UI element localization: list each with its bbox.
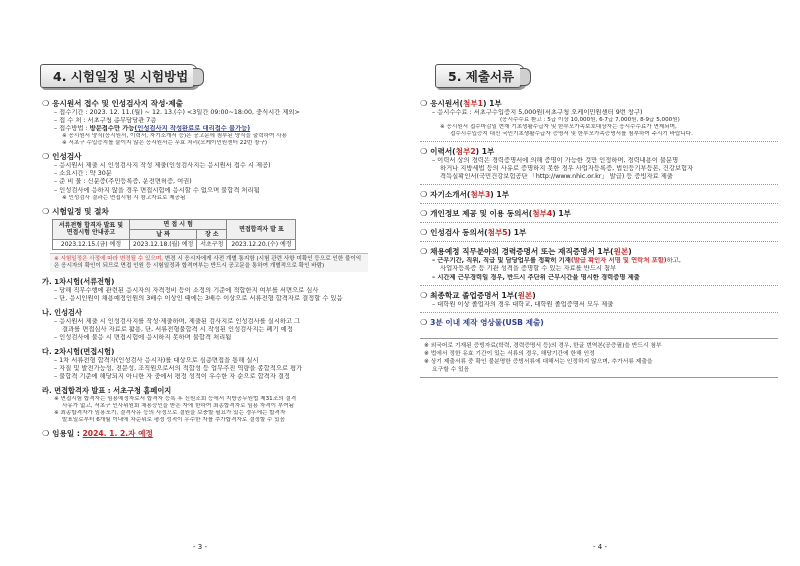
note: 사유가 없고, 서초구 인사위원회 채용승인을 받은 자에 한하여 최종합격자로 임용 자격이 부여됨 (62, 403, 295, 410)
page-number: - 3 - (193, 543, 207, 551)
attachment-tag: 첨부4 (532, 209, 553, 219)
text-line: – 응시수수료 : 서초구수입증지 5,000원(서초구청 오케이민원센터 9번 창구) (432, 109, 643, 116)
divider (420, 141, 778, 142)
table-header: 날 짜 (130, 229, 197, 239)
ring-bullet-icon: ❍ (42, 429, 50, 439)
section-tab-documents: 5. 제출서류 (435, 64, 525, 88)
text-line: – 접수기간 : 2023. 12. 11.(월) ~ 12. 13.(수) <3일간 09:00~18:00, 중식시간 제외> (54, 109, 300, 116)
note: ※ 면접시험 합격자는 임용예정자로서 합격자 등록 후 신원조회 등에서 지방공무원법 제31조의 결격 (54, 396, 297, 403)
text-line: – 준 비 물 : 신분증(주민등록증, 운전면허증, 여권) (54, 178, 192, 186)
text-line: – 시간제 근무경력일 경우, 반드시 주단위 근무시간을 명시한 경력증명 제출 (432, 273, 640, 281)
section-title: 시험일정 및 절차 (52, 206, 109, 216)
ring-bullet-icon: ❍ (420, 99, 428, 108)
text-line: – 응시원서 제출 시 인성검사지 작성 제출(인성검사지는 응시원서 접수 시 제공) (54, 162, 271, 170)
text-line: – 당해 직무수행에 관련된 응시자의 자격정비 등이 소정의 기준에 적합한지 여부를 서면으로 심사 (54, 286, 319, 294)
ring-bullet-icon: ❍ (42, 206, 50, 216)
section-title: 개인정보 제공 및 이용 동의서( (430, 209, 533, 219)
text-line: – 접 수 처 : 서초구청 총무담당관 7층 (54, 117, 157, 125)
section-title: 최종학교 졸업증명서 1부( (430, 290, 518, 300)
text-line: 결과를 면접심사 자료로 활용, 단, 서류전형불합격 시 작성된 인성검사지는 폐기 예정 (62, 325, 293, 333)
section-title: 임용일 : (52, 429, 80, 439)
section-tab-schedule: 4. 시험일정 및 시험방법 (40, 64, 198, 88)
divider (420, 222, 778, 223)
schedule-note: ※ 시험일정은 사정에 따라 변경될 수 있으며, 변경 시 응시자에게 사전 개별 통지함 (시험 관련 사항 미확인 등으로 인한 불이익은 응시자의 확인이 되므로 면접 인원 등 시험일정과 합격여부는 반드시 공고문을 통하여 개별적으로 확인 바람) (50, 253, 368, 272)
section-title: 응시원서( (430, 99, 463, 108)
table-header: 장 소 (197, 229, 227, 239)
ring-bullet-icon: ❍ (420, 317, 428, 327)
table-header: 면접합격자 발 표 (227, 219, 296, 239)
text-line: – 이력서 상의 경력은 경력증명서에 의해 증명이 가능한 것만 인정하며, 경력내용이 불분명 (432, 157, 679, 165)
ring-bullet-icon: ❍ (420, 147, 428, 157)
table-header: 면 접 시 험 (130, 219, 227, 229)
appointment-date: 2024. 1. 2.자 예정 (82, 429, 153, 439)
note: (응시수수료 환고 : 5급 이상 10,000원, 6·7급 7,000원, 8·9급 5,000원) (500, 117, 680, 124)
section-title: 인성검사 동의서( (430, 228, 488, 238)
page-number: - 4 - (593, 543, 607, 551)
divider (420, 312, 778, 313)
section-title: 인성검사 (52, 152, 82, 162)
text-line: – 소요시간 : 약 30분 (54, 170, 112, 178)
text-line: – 근무기간, 직위, 직급 및 담당업무를 정확히 기재(발급 확인자 서명 및 연락처 포함)하고, (432, 257, 681, 265)
text-line: 격득실확인서(국민건강보험공단 「http://www.nhic.or.kr」 발급) 등 증빙자료 제출 (440, 173, 673, 181)
schedule-table (52, 219, 296, 250)
attachment-tag: 첨부3 (470, 190, 491, 200)
divider (420, 184, 778, 185)
text-line: – 응시원서 제출 시 인성검사지를 작성·제출하며, 제출된 검사지로 인성검사를 실시하고 그 (54, 317, 301, 325)
note: 발표일로부터 6개월 이내에 차순위로 평정 성적이 우수한 자를 추가합격자로 결정할 수 있음 (62, 417, 286, 424)
attachment-tag: 첨부5 (487, 228, 508, 238)
note: ※ 서초구 수입증지를 붙이지 않은 응시원서는 무효 처리(오케이민원센터 22번 창구) (62, 140, 268, 147)
note: ※ 응시원서 접수마감일 현재 기초생활수급자 및 한부모가족보호대상자는 응시수수료가 면제되며, (440, 124, 677, 131)
note: ※ 외국어로 기재된 증빙자료(학력, 경력증명서 등)의 경우, 한글 번역본(공증필)을 반드시 첨부 (424, 342, 662, 349)
note: ※ 법에서 정한 유효 기간이 있는 서류의 경우, 해당기간에 한해 인정 (424, 350, 595, 357)
right-page (400, 0, 800, 566)
note: ※ 최종합격자가 임용포기, 결격사유 등의 사정으로 결원을 보충할 필요가 있는 경우에는 합격자 (54, 410, 286, 417)
text-line: – 인성검사에 응하지 않을 경우 면접시험에 응시할 수 없으며 불합격 처리됨 (54, 186, 260, 194)
subsection-title: 다. 2차시험(면접시험) (42, 347, 115, 357)
emphasis: 방문접수만 가능 (89, 125, 135, 133)
note: ※ 응시원서 양식(응시원서, 이력서, 자기소개서 등)은 공고문에 첨부된 양식을 출력하여 사용 (62, 133, 287, 140)
emphasis: (인성검사지 작성완료로 대리접수 불가능) (134, 125, 251, 133)
text-line: – 자질 및 발전가능성, 전문성, 조직원으로서의 적합성 등 업무추진 역량을 종합적으로 평가 (54, 365, 303, 373)
text-line: – 대학원 이상 졸업자의 경우 대학교, 대학원 졸업증명서 모두 제출 (432, 300, 614, 308)
ring-bullet-icon: ❍ (420, 190, 428, 200)
attachment-tag: 첨부2 (455, 147, 476, 157)
note: 접수시수입증지 대신 국민기초생활수급자 증명서 및 한부모가족증명서를 첨부하여 주시기 바랍니다. (450, 131, 693, 138)
section-title: 자기소개서( (430, 190, 471, 200)
text-line: 사업자등록증 등 기관 성격을 증명할 수 있는 자료를 반드시 첨부 (440, 265, 617, 273)
section-title: 응시원서 접수 및 인성검사지 작성·제출 (52, 99, 183, 108)
text-line: 하거나 지방세법 등의 사유로 증명하지 못한 경우 사업자등록증, 법인등기부등본, 건강보험자 (440, 165, 694, 173)
ring-bullet-icon: ❍ (420, 209, 428, 219)
attachment-tag: 첨부1 (462, 99, 483, 108)
ring-bullet-icon: ❍ (420, 228, 428, 238)
section-title: 3분 이내 제작 영상물(USB 제출) (430, 317, 544, 327)
divider (420, 203, 778, 204)
table-header: 서류전형 합격자 발표 및 면접시험 안내공고 (53, 219, 130, 239)
documents-content: ❍ 응시원서(첨부1) 1부 – 응시수수료 : 서초구수입증지 5,000원(서초구청 오케이민원센터 9번 창구) (응시수수료 환고 : 5급 이상 10,000원, 6·7급 7,000원, 8·9급 5,000원) ※ 응시원서 접수마감일 현재 기초생활수급자 및 한부모가족보호대상자는 응시수수료가 면제되며, 접수시수입증지 대신 국민기초생활수급자 증명서 및 한부모가족증명서를 첨부하여 주시기 바랍니다. ❍ 이력서(첨부2) 1부 – 이력서 상의 경력은 경력증명서에 의해 증명이 가능한 것만 인정하며, 경력내용이 불분명 하거나 지방세법 등의 사유로 증명하지 못한 경우 사업자등록증, 법인등기부등본, 건강보험자 격득실확인서(국민건강보험공단 「http://www.nhic.or.kr」 발급) 등 증빙자료 제출 ❍ 자기소개서(첨부3) 1부 ❍ 개인정보 제공 및 이용 동의서(첨부4) 1부 ❍ 인성검사 동의서(첨부5) 1부 ❍ 채용예정 직무분야의 경력증명서 또는 재직증명서 1부(원본) – 근무기간, 직위, 직급 및 담당업무를 정확히 기재(발급 확인자 서명 및 연락처 포함)하고, 사업자등록증 등 기관 성격을 증명할 수 있는 자료를 반드시 첨부 – 시간제 근무경력일 경우, 반드시 주단위 근무시간을 명시한 경력증명 제출 ❍ 최종학교 졸업증명서 1부(원본) – 대학원 이상 졸업자의 경우 대학교, 대학원 졸업증명서 모두 제출 ❍ 3분 이내 제작 영상물(USB 제출) ※ 외국어로 기재된 증빙자료(학력, 경력증명서 등)의 경우, 한글 번역본(공증필)을 반드시 첨부 ※ 법에서 정한 유효 기간이 있는 서류의 경우, 해당기간에 한해 인정 ※ 상기 제출서류 중 확인 불분명한 증빙서류에 대해서는 인정하지 않으며, 추가서류 제출을 요구할 수 있음 (420, 94, 778, 378)
divider (420, 285, 778, 286)
table-row: 2023.12.15.(금) 예정 2023.12.18.(월) 예정 서초구청 2023.12.20.(수) 예정 (53, 239, 296, 249)
text-line: – 불합격 기준에 해당되지 아니한 자 중에서 평정 성적이 우수한 자 순으로 합격자 결정 (54, 373, 290, 381)
notes-box (420, 338, 778, 378)
original-tag: 원본 (517, 290, 533, 300)
note: 요구할 수 있음 (432, 366, 470, 373)
ring-bullet-icon: ❍ (420, 290, 428, 300)
text-line: – 인성검사에 불응 시 면접시험에 응시하지 못하며 불합격 처리됨 (54, 334, 232, 342)
subsection-title: 라. 면접합격자 발표 : 서초구청 홈페이지 (42, 386, 172, 396)
divider (420, 241, 778, 242)
ring-bullet-icon: ❍ (420, 247, 428, 257)
ring-bullet-icon: ❍ (42, 99, 50, 108)
section-title: 채용예정 직무분야의 경력증명서 또는 재직증명서 1부( (430, 247, 614, 257)
schedule-content (42, 94, 368, 439)
original-tag: 원본 (613, 247, 629, 257)
ring-bullet-icon: ❍ (42, 152, 50, 162)
subsection-title: 나. 인성검사 (42, 307, 82, 317)
subsection-title: 가. 1차시험(서류전형) (42, 276, 115, 286)
text-line: – 접수방법 : 방문접수만 가능(인성검사지 작성완료로 대리접수 불가능) (54, 125, 251, 133)
section-title: 이력서( (430, 147, 456, 157)
text-line: – 단, 응시인원이 채용예정인원의 3배수 이상인 때에는 3배수 이상으로 서류전형 합격자로 결정할 수 있음 (54, 294, 343, 302)
text-line: – 1차 서류전형 합격자(인성검사 응시자)를 대상으로 심층면접을 통해 실시 (54, 357, 259, 365)
note: ※ 인성검사 결과는 면접시험 시 참고자료로 제공됨 (62, 194, 186, 201)
note: ※ 상기 제출서류 중 확인 불분명한 증빙서류에 대해서는 인정하지 않으며, 추가서류 제출을 (424, 358, 653, 365)
